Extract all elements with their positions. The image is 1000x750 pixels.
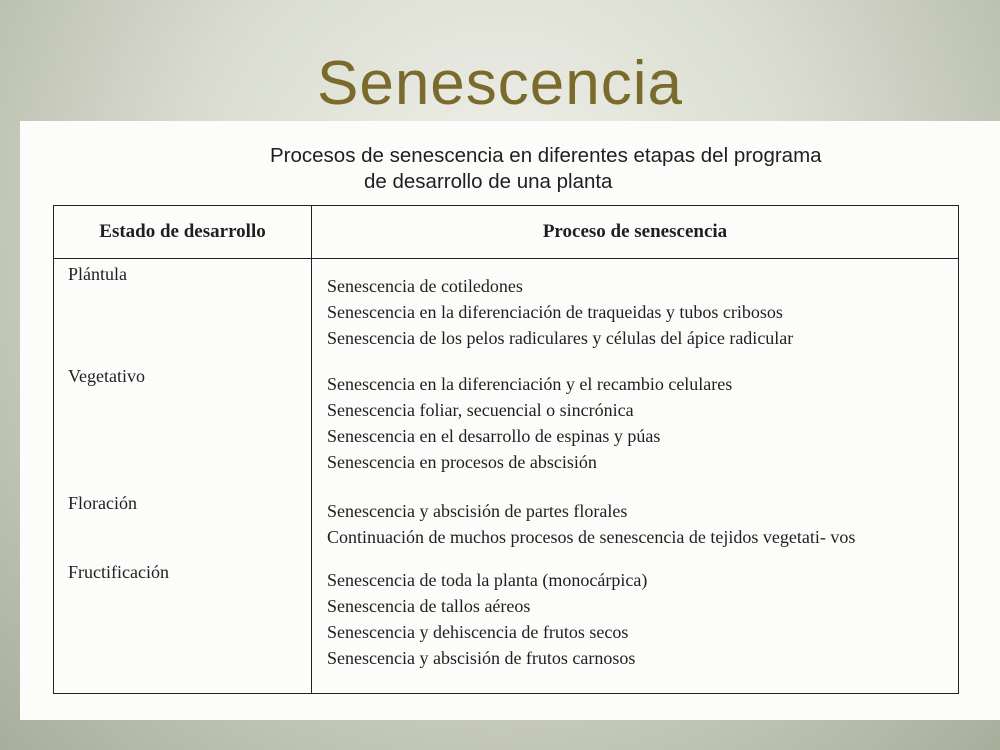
stage-label: Vegetativo xyxy=(68,366,145,387)
header-process: Proceso de senescencia xyxy=(312,206,959,259)
process-item: Senescencia y abscisión de partes florales xyxy=(327,500,628,521)
senescence-table xyxy=(53,205,959,694)
stage-label: Plántula xyxy=(68,264,127,284)
process-item: Senescencia y dehiscencia de frutos secos xyxy=(327,621,629,642)
caption-line-1: Procesos de senescencia en diferentes etapas del programa xyxy=(270,144,822,167)
stage-label: Fructificación xyxy=(68,561,169,582)
table-row xyxy=(54,488,959,557)
table-row xyxy=(54,259,959,362)
slide-title: Senescencia xyxy=(316,49,684,118)
process-item: Senescencia de los pelos radiculares y células del ápice radicular xyxy=(327,328,794,348)
stage-label: Floración xyxy=(68,492,137,513)
table-caption xyxy=(270,143,970,195)
process-item: Continuación de muchos procesos de senescencia de tejidos vegetati- vos xyxy=(327,526,856,547)
process-item: Senescencia y abscisión de frutos carnosos xyxy=(327,647,636,668)
process-item: Senescencia en procesos de abscisión xyxy=(327,452,597,473)
process-item: Senescencia foliar, secuencial o sincrónica xyxy=(327,400,634,421)
process-item: Senescencia en el desarrollo de espinas y púas xyxy=(327,426,661,447)
process-item: Senescencia de toda la planta (monocárpica) xyxy=(327,569,648,590)
table-row xyxy=(54,557,959,694)
process-item: Senescencia de cotiledones xyxy=(327,276,523,296)
process-item: Senescencia en la diferenciación y el recambio celulares xyxy=(327,374,733,395)
scanned-table-image xyxy=(20,121,1000,720)
process-item: Senescencia de tallos aéreos xyxy=(327,595,531,616)
header-stage: Estado de desarrollo xyxy=(54,206,312,259)
table-header-row xyxy=(54,206,959,259)
process-item: Senescencia en la diferenciación de traqueidas y tubos cribosos xyxy=(327,302,783,322)
caption-line-2: de desarrollo de una planta xyxy=(364,170,613,193)
table-row xyxy=(54,361,959,487)
